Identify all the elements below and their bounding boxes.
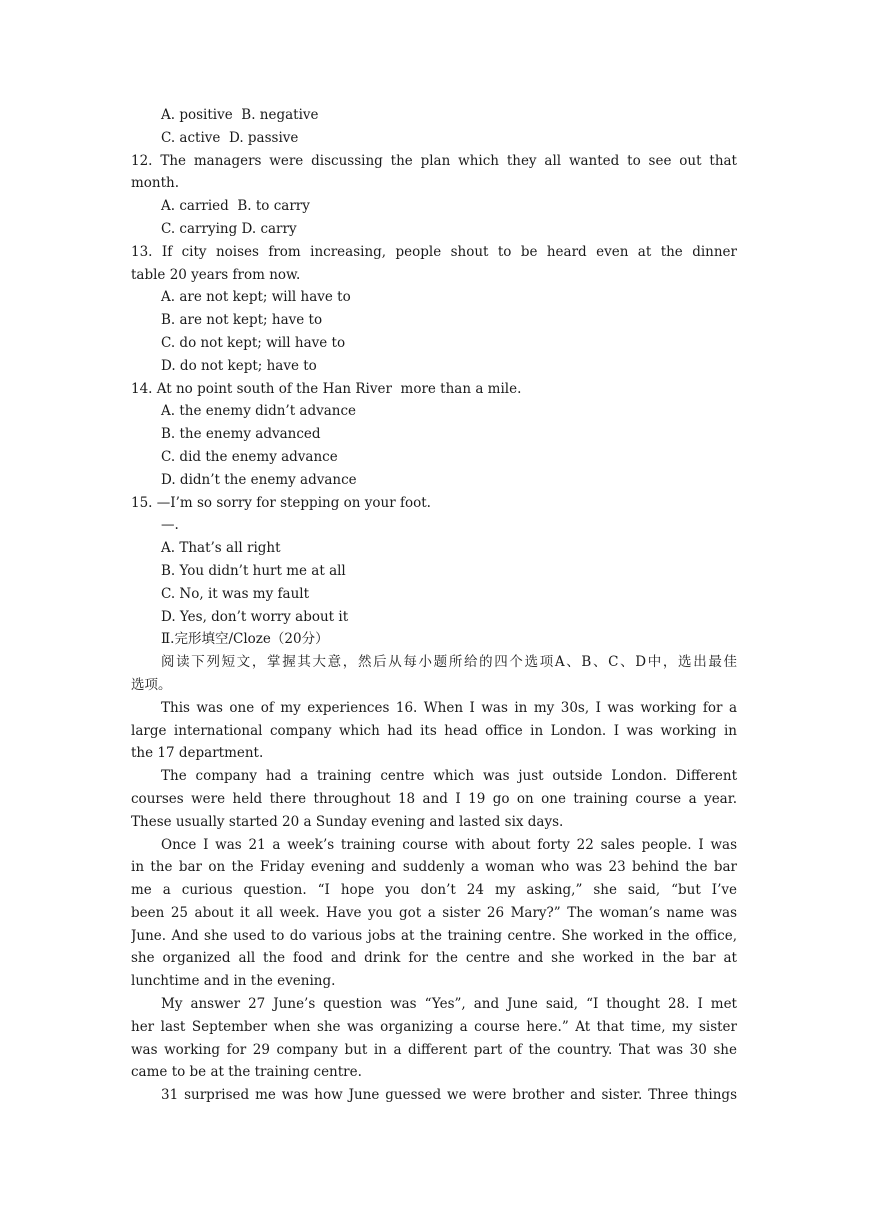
text-line: large international company which had its head office in London. I was working in	[131, 722, 737, 739]
text-line: The company had a training centre which was just outside London. Different	[161, 768, 737, 785]
text-line: 14. At no point south of the Han River more than a mile.	[131, 380, 522, 397]
text-line: D. Yes, don’t worry about it	[161, 608, 349, 625]
text-line: lunchtime and in the evening.	[131, 973, 336, 990]
text-line: A. are not kept; will have to	[161, 289, 351, 306]
text-line: C. carrying D. carry	[161, 220, 297, 237]
text-line: Ⅱ.完形填空/Cloze（20分）	[161, 631, 329, 648]
text-line: her last September when she was organizing a course here.” At that time, my sister	[131, 1018, 737, 1035]
text-line: June. And she used to do various jobs at the training centre. She worked in the office,	[131, 927, 737, 944]
document-page	[131, 104, 737, 1107]
text-line: she organized all the food and drink for the centre and she worked in the bar at	[131, 950, 737, 967]
text-line: A. carried B. to carry	[161, 198, 310, 215]
text-line: C. did the enemy advance	[161, 448, 338, 465]
text-line: was working for 29 company but in a different part of the country. That was 30 she	[131, 1041, 737, 1058]
text-line: C. do not kept; will have to	[161, 334, 346, 351]
text-line: C. active D. passive	[161, 129, 299, 146]
text-line: B. the enemy advanced	[161, 426, 321, 443]
text-line: been 25 about it all week. Have you got a sister 26 Mary?” The woman’s name was	[131, 904, 737, 921]
text-line: courses were held there throughout 18 and I 19 go on one training course a year.	[131, 790, 737, 807]
text-line: A. the enemy didn’t advance	[161, 403, 357, 420]
text-line: A. positive B. negative	[161, 107, 319, 123]
text-line: My answer 27 June’s question was “Yes”, and June said, “I thought 28. I met	[161, 996, 737, 1013]
text-line: 选项。	[131, 676, 172, 693]
text-line: 阅读下列短文，掌握其大意，然后从每小题所给的四个选项A、B、C、D中，选出最佳	[161, 654, 737, 671]
text-line: B. are not kept; have to	[161, 312, 323, 329]
text-line: came to be at the training centre.	[131, 1064, 362, 1081]
text-line: 31 surprised me was how June guessed we were brother and sister. Three things	[161, 1087, 737, 1104]
text-line: A. That’s all right	[161, 540, 281, 557]
text-line: C. No, it was my fault	[161, 585, 310, 602]
text-line: in the bar on the Friday evening and suddenly a woman who was 23 behind the bar	[131, 859, 737, 876]
text-line: 12. The managers were discussing the plan which they all wanted to see out that	[131, 152, 737, 169]
text-line: D. do not kept; have to	[161, 357, 317, 374]
text-line: This was one of my experiences 16. When I was in my 30s, I was working for a	[161, 699, 737, 716]
text-line: 15. —I’m so sorry for stepping on your foot.	[131, 494, 431, 511]
text-line: —.	[161, 517, 179, 534]
text-line: table 20 years from now.	[131, 266, 301, 283]
text-line: D. didn’t the enemy advance	[161, 471, 357, 488]
text-line: month.	[131, 175, 180, 192]
text-line: 13. If city noises from increasing, people shout to be heard even at the dinner	[131, 243, 737, 260]
text-line: These usually started 20 a Sunday evening and lasted six days.	[131, 813, 564, 830]
text-line: B. You didn’t hurt me at all	[161, 562, 346, 579]
text-line: me a curious question. “I hope you don’t 24 my asking,” she said, “but I’ve	[131, 882, 737, 899]
text-line: Once I was 21 a week’s training course with about forty 22 sales people. I was	[161, 836, 737, 853]
text-line: the 17 department.	[131, 745, 264, 762]
